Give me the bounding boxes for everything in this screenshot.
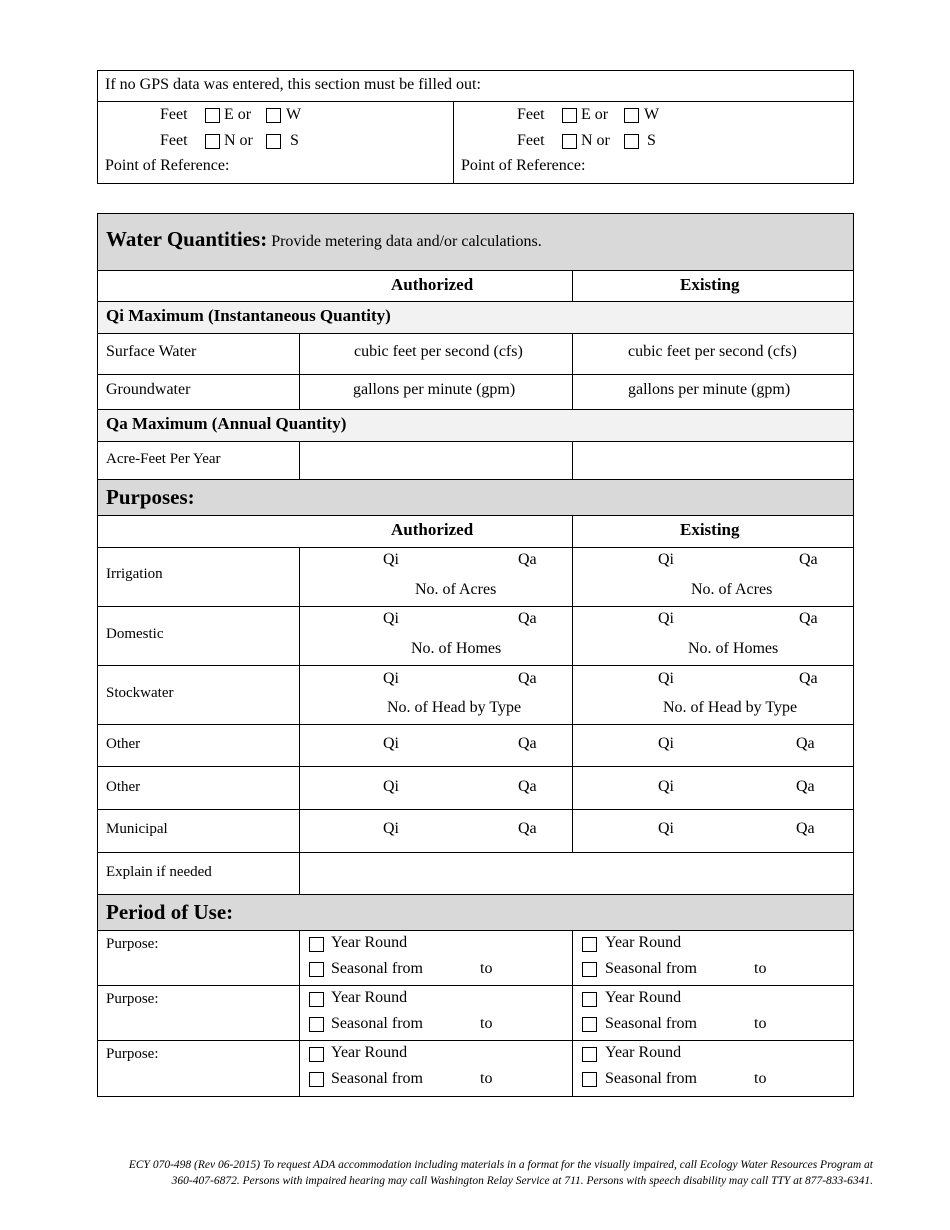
seasonal-label-exist-1: Seasonal from [605, 960, 697, 977]
irrigation-label: Irrigation [106, 566, 163, 582]
north-label-right: N or [581, 132, 610, 149]
north-checkbox-right[interactable] [562, 134, 577, 149]
south-checkbox-left[interactable] [266, 134, 281, 149]
to-label-exist-3: to [754, 1070, 767, 1087]
year-round-label-auth-1: Year Round [331, 934, 408, 951]
feet-label-ns-right: Feet [517, 132, 545, 149]
stockwater-exist-qa[interactable]: Qa [799, 670, 818, 687]
purposes-col-existing: Existing [680, 520, 740, 539]
domestic-exist-homes[interactable]: No. of Homes [688, 640, 779, 657]
other1-label: Other [106, 736, 141, 752]
seasonal-checkbox-auth-1[interactable] [309, 962, 324, 977]
year-round-checkbox-auth-1[interactable] [309, 937, 324, 952]
feet-label-ew-left: Feet [160, 106, 188, 123]
surface-water-authorized-cfs[interactable]: cubic feet per second (cfs) [354, 343, 523, 360]
north-checkbox-left[interactable] [205, 134, 220, 149]
groundwater-label: Groundwater [106, 381, 191, 398]
municipal-auth-qa[interactable]: Qa [518, 820, 537, 837]
south-label-right: S [647, 132, 656, 149]
domestic-exist-qi[interactable]: Qi [658, 610, 674, 627]
irrigation-exist-qa[interactable]: Qa [799, 551, 818, 568]
other1-exist-qa[interactable]: Qa [796, 735, 815, 752]
groundwater-existing-gpm[interactable]: gallons per minute (gpm) [628, 381, 791, 398]
stockwater-exist-qi[interactable]: Qi [658, 670, 674, 687]
to-label-exist-2: to [754, 1015, 767, 1032]
east-label-right: E or [581, 106, 609, 123]
qa-section-heading: Qa Maximum (Annual Quantity) [106, 414, 347, 433]
municipal-exist-qa[interactable]: Qa [796, 820, 815, 837]
water-quantities-subtitle: Provide metering data and/or calculations. [271, 233, 542, 250]
municipal-auth-qi[interactable]: Qi [383, 820, 399, 837]
other2-exist-qi[interactable]: Qi [658, 778, 674, 795]
footer-line-2: 360-407-6872. Persons with impaired hearing may call Washington Relay Service at 711. Persons with speech disability may call TTY at 877-833-6341. [171, 1175, 873, 1187]
to-label-auth-1: to [480, 960, 493, 977]
surface-water-existing-cfs[interactable]: cubic feet per second (cfs) [628, 343, 797, 360]
purposes-title: Purposes: [106, 485, 195, 509]
period-purpose-label-2: Purpose: [106, 991, 159, 1007]
south-checkbox-right[interactable] [624, 134, 639, 149]
municipal-label: Municipal [106, 821, 168, 837]
col-authorized-header: Authorized [391, 275, 474, 294]
west-checkbox-right[interactable] [624, 108, 639, 123]
year-round-checkbox-exist-2[interactable] [582, 992, 597, 1007]
seasonal-label-auth-1: Seasonal from [331, 960, 423, 977]
irrigation-auth-qa[interactable]: Qa [518, 551, 537, 568]
acre-feet-existing-field[interactable] [574, 443, 852, 478]
domestic-exist-qa[interactable]: Qa [799, 610, 818, 627]
south-label-left: S [290, 132, 299, 149]
municipal-exist-qi[interactable]: Qi [658, 820, 674, 837]
other2-label: Other [106, 779, 141, 795]
point-of-reference-right: Point of Reference: [461, 157, 586, 174]
domestic-auth-homes[interactable]: No. of Homes [411, 640, 502, 657]
irrigation-auth-acres[interactable]: No. of Acres [415, 581, 497, 598]
seasonal-checkbox-auth-3[interactable] [309, 1072, 324, 1087]
seasonal-label-exist-3: Seasonal from [605, 1070, 697, 1087]
seasonal-checkbox-exist-1[interactable] [582, 962, 597, 977]
gps-header: If no GPS data was entered, this section must be filled out: [105, 76, 481, 93]
seasonal-checkbox-exist-3[interactable] [582, 1072, 597, 1087]
domestic-auth-qi[interactable]: Qi [383, 610, 399, 627]
qi-section-heading: Qi Maximum (Instantaneous Quantity) [106, 306, 391, 325]
north-label-left: N or [224, 132, 253, 149]
point-of-reference-left: Point of Reference: [105, 157, 230, 174]
explain-field[interactable] [301, 854, 852, 892]
groundwater-authorized-gpm[interactable]: gallons per minute (gpm) [353, 381, 516, 398]
water-quantities-title [106, 227, 542, 252]
year-round-checkbox-auth-2[interactable] [309, 992, 324, 1007]
period-purpose-label-3: Purpose: [106, 1046, 159, 1062]
irrigation-auth-qi[interactable]: Qi [383, 551, 399, 568]
east-checkbox-right[interactable] [562, 108, 577, 123]
surface-water-label: Surface Water [106, 343, 197, 360]
other1-auth-qi[interactable]: Qi [383, 735, 399, 752]
feet-label-ew-right: Feet [517, 106, 545, 123]
to-label-auth-2: to [480, 1015, 493, 1032]
stockwater-label: Stockwater [106, 685, 174, 701]
to-label-auth-3: to [480, 1070, 493, 1087]
period-of-use-title: Period of Use: [106, 900, 234, 924]
stockwater-auth-qa[interactable]: Qa [518, 670, 537, 687]
west-label-right: W [644, 106, 660, 123]
other2-auth-qi[interactable]: Qi [383, 778, 399, 795]
year-round-label-auth-2: Year Round [331, 989, 408, 1006]
seasonal-label-auth-3: Seasonal from [331, 1070, 423, 1087]
seasonal-checkbox-auth-2[interactable] [309, 1017, 324, 1032]
feet-label-ns-left: Feet [160, 132, 188, 149]
year-round-label-auth-3: Year Round [331, 1044, 408, 1061]
irrigation-exist-acres[interactable]: No. of Acres [691, 581, 773, 598]
seasonal-checkbox-exist-2[interactable] [582, 1017, 597, 1032]
year-round-checkbox-auth-3[interactable] [309, 1047, 324, 1062]
stockwater-exist-head[interactable]: No. of Head by Type [663, 699, 798, 716]
stockwater-auth-qi[interactable]: Qi [383, 670, 399, 687]
domestic-auth-qa[interactable]: Qa [518, 610, 537, 627]
col-existing-header: Existing [680, 275, 740, 294]
west-checkbox-left[interactable] [266, 108, 281, 123]
irrigation-exist-qi[interactable]: Qi [658, 551, 674, 568]
year-round-checkbox-exist-1[interactable] [582, 937, 597, 952]
west-label-left: W [286, 106, 302, 123]
stockwater-auth-head[interactable]: No. of Head by Type [387, 699, 522, 716]
purposes-col-authorized: Authorized [391, 520, 474, 539]
east-checkbox-left[interactable] [205, 108, 220, 123]
year-round-checkbox-exist-3[interactable] [582, 1047, 597, 1062]
other1-auth-qa[interactable]: Qa [518, 735, 537, 752]
footer-line-1: ECY 070-498 (Rev 06-2015) To request ADA accommodation including materials in a format for the visually impaired, call Ecology Water Resources Program at [128, 1159, 873, 1171]
seasonal-label-auth-2: Seasonal from [331, 1015, 423, 1032]
period-purpose-label-1: Purpose: [106, 936, 159, 952]
other2-exist-qa[interactable]: Qa [796, 778, 815, 795]
seasonal-label-exist-2: Seasonal from [605, 1015, 697, 1032]
year-round-label-exist-2: Year Round [605, 989, 682, 1006]
year-round-label-exist-1: Year Round [605, 934, 682, 951]
year-round-label-exist-3: Year Round [605, 1044, 682, 1061]
other2-auth-qa[interactable]: Qa [518, 778, 537, 795]
other1-exist-qi[interactable]: Qi [658, 735, 674, 752]
domestic-label: Domestic [106, 626, 164, 642]
explain-label: Explain if needed [106, 864, 212, 880]
acre-feet-label: Acre-Feet Per Year [106, 451, 221, 467]
acre-feet-authorized-field[interactable] [301, 443, 571, 478]
to-label-exist-1: to [754, 960, 767, 977]
east-label-left: E or [224, 106, 252, 123]
water-quantities-heading: Water Quantities: [106, 227, 268, 251]
